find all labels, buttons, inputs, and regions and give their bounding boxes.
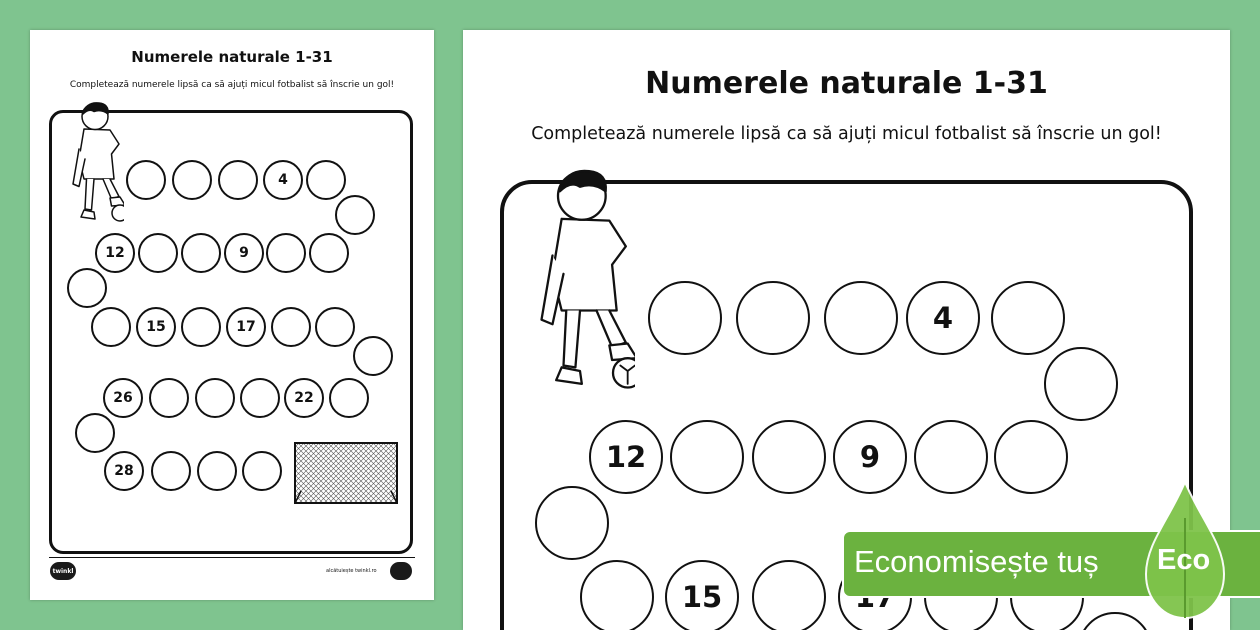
footer-badge-icon xyxy=(390,562,412,580)
number-circle[interactable] xyxy=(335,195,375,235)
number-circle[interactable] xyxy=(353,336,393,376)
number-circle[interactable] xyxy=(240,378,280,418)
number-circle[interactable] xyxy=(181,307,221,347)
eco-badge-label: Economisește tuș xyxy=(854,544,1099,579)
footer-divider xyxy=(49,557,415,558)
number-circle[interactable] xyxy=(67,268,107,308)
worksheet-title: Numerele naturale 1-31 xyxy=(131,48,333,66)
number-circle[interactable] xyxy=(315,307,355,347)
number-circle[interactable] xyxy=(752,420,826,494)
number-circle[interactable] xyxy=(181,233,221,273)
number-circle[interactable] xyxy=(580,560,654,630)
number-circle[interactable] xyxy=(126,160,166,200)
number-circle[interactable] xyxy=(266,233,306,273)
worksheet-instruction: Completează numerele lipsă ca să ajuți micul fotbalist să înscrie un gol! xyxy=(531,124,1162,144)
number-circle[interactable]: 12 xyxy=(95,233,135,273)
number-circle[interactable] xyxy=(991,281,1065,355)
number-circle[interactable]: 12 xyxy=(589,420,663,494)
number-circle[interactable] xyxy=(149,378,189,418)
worksheet-thumbnail[interactable] xyxy=(30,30,434,600)
number-circle[interactable] xyxy=(736,281,810,355)
number-circle[interactable] xyxy=(1044,347,1118,421)
number-circle[interactable] xyxy=(151,451,191,491)
footballer-icon xyxy=(64,98,124,230)
eco-tag: Eco xyxy=(1157,544,1211,576)
number-circle[interactable] xyxy=(197,451,237,491)
number-circle[interactable]: 26 xyxy=(103,378,143,418)
number-circle[interactable] xyxy=(271,307,311,347)
footer-site: alcătuiește twinkl.ro xyxy=(326,568,377,574)
number-circle[interactable] xyxy=(138,233,178,273)
worksheet-instruction: Completează numerele lipsă ca să ajuți micul fotbalist să înscrie un gol! xyxy=(69,80,395,90)
footballer-icon xyxy=(525,158,635,408)
number-circle[interactable] xyxy=(914,420,988,494)
number-circle[interactable] xyxy=(329,378,369,418)
number-circle[interactable] xyxy=(648,281,722,355)
number-circle[interactable]: 15 xyxy=(665,560,739,630)
goal-net-icon xyxy=(291,441,401,507)
number-circle[interactable] xyxy=(306,160,346,200)
number-circle[interactable]: 4 xyxy=(263,160,303,200)
number-circle[interactable] xyxy=(309,233,349,273)
number-circle[interactable]: 9 xyxy=(833,420,907,494)
number-circle[interactable]: 17 xyxy=(226,307,266,347)
number-circle[interactable] xyxy=(535,486,609,560)
number-circle[interactable] xyxy=(670,420,744,494)
number-circle[interactable] xyxy=(242,451,282,491)
number-circle[interactable]: 15 xyxy=(136,307,176,347)
number-circle[interactable] xyxy=(218,160,258,200)
number-circle[interactable] xyxy=(752,560,826,630)
worksheet-title: Numerele naturale 1-31 xyxy=(645,66,1048,101)
number-circle[interactable] xyxy=(994,420,1068,494)
number-circle[interactable]: 9 xyxy=(224,233,264,273)
number-circle[interactable] xyxy=(824,281,898,355)
number-circle[interactable] xyxy=(195,378,235,418)
twinkl-logo: twinkl xyxy=(50,562,76,580)
number-circle[interactable]: 22 xyxy=(284,378,324,418)
number-circle[interactable] xyxy=(75,413,115,453)
number-circle[interactable]: 4 xyxy=(906,281,980,355)
number-circle[interactable]: 28 xyxy=(104,451,144,491)
number-circle[interactable] xyxy=(91,307,131,347)
number-circle[interactable] xyxy=(172,160,212,200)
